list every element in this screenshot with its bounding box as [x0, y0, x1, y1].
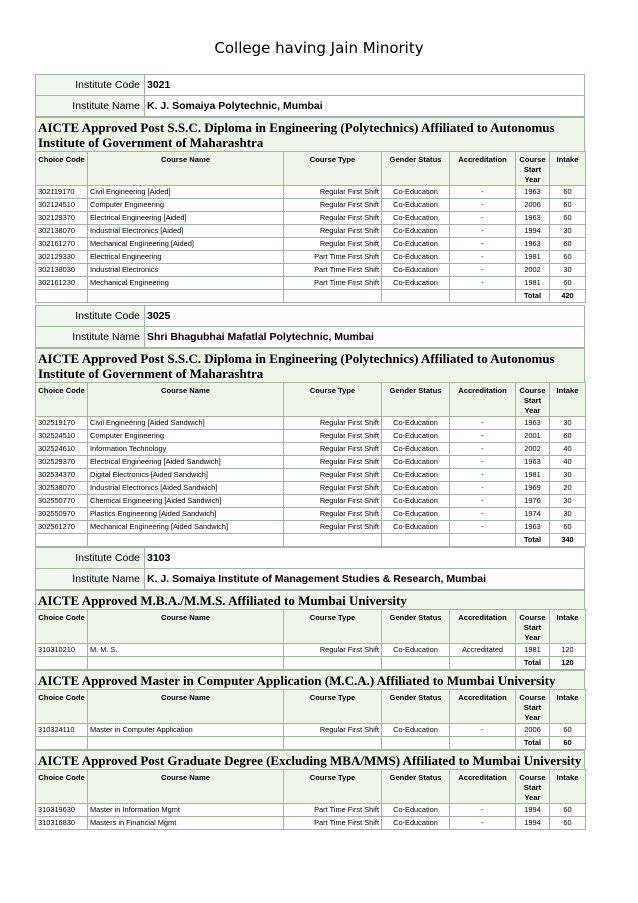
empty-cell: [36, 290, 88, 303]
accreditation-cell: -: [450, 817, 516, 830]
course-type-cell: Regular First Shift: [284, 186, 382, 199]
course-name-cell: Industrial Electronics [Aided]: [88, 225, 284, 238]
institute-name-row: [36, 569, 585, 590]
course-type-cell: Regular First Shift: [284, 212, 382, 225]
course-type-cell: Regular First Shift: [284, 238, 382, 251]
accreditation-cell: -: [450, 430, 516, 443]
gender-status-cell: Co-Education: [382, 469, 450, 482]
course-name-cell: Master in Computer Application: [88, 724, 284, 737]
table-row: [36, 199, 586, 212]
institute-code-value: 3025: [145, 306, 585, 327]
course-start-year-header: Course Start Year: [516, 610, 550, 644]
intake-header: Intake: [550, 152, 586, 186]
intake-cell: 60: [550, 186, 586, 199]
intake-cell: 40: [550, 443, 586, 456]
course-name-cell: Electrical Engineering [Aided Sandwich]: [88, 456, 284, 469]
program-heading: AICTE Approved Post S.S.C. Diploma in Engineering (Polytechnics) Affiliated to Autonomus Institute of Government of Maharashtra: [35, 348, 585, 382]
total-value: 420: [550, 290, 586, 303]
institute-code-row: [36, 548, 585, 569]
course-name-cell: Information Technology: [88, 443, 284, 456]
course-name-cell: M. M. S.: [88, 644, 284, 657]
course-type-header: Course Type: [284, 610, 382, 644]
course-name-cell: Plastics Engineering [Aided Sandwich]: [88, 508, 284, 521]
course-table: [35, 382, 586, 547]
course-table: [35, 769, 586, 830]
institute-info-table: [35, 547, 585, 590]
empty-cell: [284, 737, 382, 750]
gender-status-header: Gender Status: [382, 690, 450, 724]
choice-code-cell: 302550770: [36, 495, 88, 508]
intake-cell: 60: [550, 724, 586, 737]
total-row: [36, 290, 586, 303]
intake-cell: 60: [550, 430, 586, 443]
empty-cell: [88, 290, 284, 303]
course-start-year-header: Course Start Year: [516, 770, 550, 804]
total-value: 120: [550, 657, 586, 670]
accreditation-cell: -: [450, 186, 516, 199]
table-row: [36, 264, 586, 277]
start-year-cell: 1963: [516, 238, 550, 251]
empty-cell: [36, 657, 88, 670]
course-table-header: [36, 770, 586, 804]
start-year-cell: 2002: [516, 264, 550, 277]
choice-code-cell: 302161270: [36, 238, 88, 251]
accreditation-cell: -: [450, 724, 516, 737]
course-type-header: Course Type: [284, 690, 382, 724]
institute-name-label: Institute Name: [36, 327, 145, 348]
start-year-cell: 1994: [516, 225, 550, 238]
empty-cell: [284, 657, 382, 670]
choice-code-cell: 302138030: [36, 264, 88, 277]
start-year-cell: 1969: [516, 482, 550, 495]
table-row: [36, 238, 586, 251]
empty-cell: [382, 290, 450, 303]
choice-code-cell: 302529370: [36, 456, 88, 469]
gender-status-cell: Co-Education: [382, 456, 450, 469]
total-value: 340: [550, 534, 586, 547]
course-name-cell: Masters in Financial Mgmt: [88, 817, 284, 830]
course-name-cell: Computer Engineering: [88, 430, 284, 443]
gender-status-header: Gender Status: [382, 770, 450, 804]
course-table: [35, 689, 586, 750]
course-table: [35, 609, 586, 670]
gender-status-cell: Co-Education: [382, 199, 450, 212]
institute-code-row: [36, 75, 585, 96]
intake-header: Intake: [550, 610, 586, 644]
institute-name-row: [36, 96, 585, 117]
start-year-cell: 1994: [516, 804, 550, 817]
table-row: [36, 724, 586, 737]
gender-status-cell: Co-Education: [382, 817, 450, 830]
empty-cell: [88, 737, 284, 750]
accreditation-cell: -: [450, 495, 516, 508]
accreditation-cell: -: [450, 417, 516, 430]
course-name-cell: Mechanical Engineering: [88, 277, 284, 290]
table-row: [36, 251, 586, 264]
course-type-cell: Regular First Shift: [284, 456, 382, 469]
gender-status-cell: Co-Education: [382, 804, 450, 817]
start-year-cell: 1976: [516, 495, 550, 508]
course-type-cell: Regular First Shift: [284, 508, 382, 521]
gender-status-header: Gender Status: [382, 152, 450, 186]
accreditation-cell: -: [450, 443, 516, 456]
empty-cell: [450, 737, 516, 750]
course-type-header: Course Type: [284, 770, 382, 804]
choice-code-header: Choice Code: [36, 152, 88, 186]
start-year-cell: 2006: [516, 724, 550, 737]
start-year-cell: 2006: [516, 199, 550, 212]
course-type-cell: Regular First Shift: [284, 495, 382, 508]
intake-header: Intake: [550, 770, 586, 804]
table-row: [36, 212, 586, 225]
table-row: [36, 521, 586, 534]
accreditation-header: Accreditation: [450, 610, 516, 644]
choice-code-cell: 302119170: [36, 186, 88, 199]
intake-cell: 60: [550, 238, 586, 251]
choice-code-cell: 302538070: [36, 482, 88, 495]
accreditation-header: Accreditation: [450, 152, 516, 186]
choice-code-cell: 310324110: [36, 724, 88, 737]
table-row: [36, 456, 586, 469]
choice-code-cell: 310319630: [36, 804, 88, 817]
start-year-cell: 1963: [516, 186, 550, 199]
start-year-cell: 1981: [516, 251, 550, 264]
choice-code-cell: 302129370: [36, 212, 88, 225]
course-type-cell: Part Time First Shift: [284, 817, 382, 830]
table-row: [36, 644, 586, 657]
start-year-cell: 2002: [516, 443, 550, 456]
start-year-cell: 1974: [516, 508, 550, 521]
intake-cell: 30: [550, 495, 586, 508]
institute-block: [35, 547, 585, 830]
course-type-cell: Part Time First Shift: [284, 277, 382, 290]
course-name-header: Course Name: [88, 383, 284, 417]
start-year-cell: 1981: [516, 644, 550, 657]
course-type-cell: Regular First Shift: [284, 644, 382, 657]
choice-code-cell: 302138070: [36, 225, 88, 238]
course-name-cell: Mechanical Engineering [Aided Sandwich]: [88, 521, 284, 534]
intake-cell: 30: [550, 469, 586, 482]
course-name-cell: Master in Information Mgmt: [88, 804, 284, 817]
intake-cell: 60: [550, 277, 586, 290]
empty-cell: [36, 534, 88, 547]
institute-code-row: [36, 306, 585, 327]
choice-code-cell: 302519170: [36, 417, 88, 430]
table-row: [36, 417, 586, 430]
course-start-year-header: Course Start Year: [516, 383, 550, 417]
course-type-header: Course Type: [284, 383, 382, 417]
course-type-cell: Part Time First Shift: [284, 264, 382, 277]
gender-status-cell: Co-Education: [382, 443, 450, 456]
total-value: 60: [550, 737, 586, 750]
intake-cell: 60: [550, 817, 586, 830]
empty-cell: [450, 290, 516, 303]
accreditation-header: Accreditation: [450, 690, 516, 724]
empty-cell: [382, 657, 450, 670]
start-year-cell: 1981: [516, 469, 550, 482]
choice-code-header: Choice Code: [36, 610, 88, 644]
accreditation-cell: -: [450, 456, 516, 469]
choice-code-header: Choice Code: [36, 383, 88, 417]
gender-status-cell: Co-Education: [382, 417, 450, 430]
course-type-cell: Regular First Shift: [284, 482, 382, 495]
institute-name-value: K. J. Somaiya Polytechnic, Mumbai: [145, 96, 585, 117]
gender-status-cell: Co-Education: [382, 251, 450, 264]
gender-status-cell: Co-Education: [382, 508, 450, 521]
intake-cell: 60: [550, 521, 586, 534]
gender-status-cell: Co-Education: [382, 482, 450, 495]
course-type-cell: Part Time First Shift: [284, 251, 382, 264]
course-name-header: Course Name: [88, 610, 284, 644]
choice-code-cell: 302534370: [36, 469, 88, 482]
institute-info-table: [35, 305, 585, 348]
course-type-cell: Regular First Shift: [284, 199, 382, 212]
total-label: Total: [516, 534, 550, 547]
course-type-cell: Regular First Shift: [284, 724, 382, 737]
accreditation-cell: Accreditated: [450, 644, 516, 657]
course-name-cell: Industrial Electronics: [88, 264, 284, 277]
accreditation-cell: -: [450, 277, 516, 290]
program-heading: AICTE Approved M.B.A./M.M.S. Affiliated to Mumbai University: [35, 590, 585, 609]
intake-header: Intake: [550, 383, 586, 417]
institute-name-value: Shri Bhagubhai Mafatlal Polytechnic, Mumbai: [145, 327, 585, 348]
gender-status-cell: Co-Education: [382, 186, 450, 199]
accreditation-cell: -: [450, 212, 516, 225]
table-row: [36, 225, 586, 238]
total-row: [36, 737, 586, 750]
choice-code-cell: 310316830: [36, 817, 88, 830]
choice-code-cell: 310310210: [36, 644, 88, 657]
course-name-cell: Civil Engineering [Aided Sandwich]: [88, 417, 284, 430]
start-year-cell: 1963: [516, 417, 550, 430]
institute-info-table: [35, 74, 585, 117]
course-name-cell: Electrical Engineering [Aided]: [88, 212, 284, 225]
course-type-cell: Regular First Shift: [284, 430, 382, 443]
course-type-cell: Regular First Shift: [284, 417, 382, 430]
gender-status-cell: Co-Education: [382, 212, 450, 225]
choice-code-cell: 302124510: [36, 199, 88, 212]
accreditation-cell: -: [450, 804, 516, 817]
course-name-cell: Computer Engineering: [88, 199, 284, 212]
intake-cell: 60: [550, 199, 586, 212]
course-table-header: [36, 152, 586, 186]
course-table: [35, 151, 586, 303]
institute-code-label: Institute Code: [36, 306, 145, 327]
program-heading: AICTE Approved Master in Computer Application (M.C.A.) Affiliated to Mumbai University: [35, 670, 585, 689]
empty-cell: [88, 534, 284, 547]
accreditation-cell: -: [450, 251, 516, 264]
table-row: [36, 482, 586, 495]
course-type-cell: Regular First Shift: [284, 469, 382, 482]
institute-code-label: Institute Code: [36, 548, 145, 569]
empty-cell: [382, 737, 450, 750]
gender-status-cell: Co-Education: [382, 430, 450, 443]
accreditation-cell: -: [450, 521, 516, 534]
total-row: [36, 657, 586, 670]
intake-cell: 20: [550, 482, 586, 495]
start-year-cell: 1963: [516, 521, 550, 534]
intake-cell: 30: [550, 417, 586, 430]
table-row: [36, 430, 586, 443]
page-title: College having Jain Minority: [214, 39, 424, 57]
gender-status-cell: Co-Education: [382, 238, 450, 251]
course-type-cell: Regular First Shift: [284, 443, 382, 456]
gender-status-cell: Co-Education: [382, 277, 450, 290]
course-start-year-header: Course Start Year: [516, 690, 550, 724]
gender-status-cell: Co-Education: [382, 264, 450, 277]
choice-code-cell: 302161230: [36, 277, 88, 290]
choice-code-header: Choice Code: [36, 690, 88, 724]
table-row: [36, 186, 586, 199]
table-row: [36, 443, 586, 456]
total-row: [36, 534, 586, 547]
course-name-header: Course Name: [88, 690, 284, 724]
choice-code-cell: 302524510: [36, 430, 88, 443]
table-row: [36, 508, 586, 521]
start-year-cell: 1994: [516, 817, 550, 830]
accreditation-cell: -: [450, 225, 516, 238]
empty-cell: [284, 534, 382, 547]
course-name-cell: Mechanical Engineering [Aided]: [88, 238, 284, 251]
course-name-cell: Chemical Engineering [Aided Sandwich]: [88, 495, 284, 508]
intake-cell: 120: [550, 644, 586, 657]
start-year-cell: 1981: [516, 277, 550, 290]
program-heading: AICTE Approved Post Graduate Degree (Excluding MBA/MMS) Affiliated to Mumbai University: [35, 750, 585, 769]
start-year-cell: 1963: [516, 212, 550, 225]
intake-cell: 60: [550, 251, 586, 264]
choice-code-header: Choice Code: [36, 770, 88, 804]
table-row: [36, 469, 586, 482]
accreditation-cell: -: [450, 508, 516, 521]
course-type-cell: Regular First Shift: [284, 521, 382, 534]
institute-name-row: [36, 327, 585, 348]
start-year-cell: 2001: [516, 430, 550, 443]
institute-code-value: 3021: [145, 75, 585, 96]
gender-status-header: Gender Status: [382, 610, 450, 644]
course-name-header: Course Name: [88, 770, 284, 804]
course-type-cell: Regular First Shift: [284, 225, 382, 238]
choice-code-cell: 302550970: [36, 508, 88, 521]
institute-code-label: Institute Code: [36, 75, 145, 96]
empty-cell: [450, 657, 516, 670]
gender-status-cell: Co-Education: [382, 495, 450, 508]
accreditation-cell: -: [450, 482, 516, 495]
table-row: [36, 817, 586, 830]
accreditation-header: Accreditation: [450, 383, 516, 417]
accreditation-header: Accreditation: [450, 770, 516, 804]
intake-cell: 60: [550, 804, 586, 817]
accreditation-cell: -: [450, 238, 516, 251]
table-row: [36, 495, 586, 508]
gender-status-cell: Co-Education: [382, 521, 450, 534]
intake-header: Intake: [550, 690, 586, 724]
institute-block: [35, 305, 585, 547]
gender-status-cell: Co-Education: [382, 644, 450, 657]
accreditation-cell: -: [450, 469, 516, 482]
gender-status-cell: Co-Education: [382, 724, 450, 737]
start-year-cell: 1963: [516, 456, 550, 469]
course-name-cell: Digital Electronics [Aided Sandwich]: [88, 469, 284, 482]
course-name-header: Course Name: [88, 152, 284, 186]
course-name-cell: Electrical Engineering: [88, 251, 284, 264]
empty-cell: [36, 737, 88, 750]
course-table-header: [36, 610, 586, 644]
choice-code-cell: 302129330: [36, 251, 88, 264]
total-label: Total: [516, 657, 550, 670]
empty-cell: [284, 290, 382, 303]
table-row: [36, 804, 586, 817]
institute-name-value: K. J. Somaiya Institute of Management Studies & Research, Mumbai: [145, 569, 585, 590]
total-label: Total: [516, 290, 550, 303]
course-type-cell: Part Time First Shift: [284, 804, 382, 817]
course-start-year-header: Course Start Year: [516, 152, 550, 186]
empty-cell: [450, 534, 516, 547]
table-row: [36, 277, 586, 290]
intake-cell: 30: [550, 508, 586, 521]
choice-code-cell: 302561270: [36, 521, 88, 534]
institute-name-label: Institute Name: [36, 96, 145, 117]
intake-cell: 30: [550, 264, 586, 277]
intake-cell: 30: [550, 225, 586, 238]
course-table-header: [36, 383, 586, 417]
course-name-cell: Civil Engineering [Aided]: [88, 186, 284, 199]
accreditation-cell: -: [450, 264, 516, 277]
intake-cell: 60: [550, 212, 586, 225]
accreditation-cell: -: [450, 199, 516, 212]
intake-cell: 40: [550, 456, 586, 469]
course-table-header: [36, 690, 586, 724]
empty-cell: [382, 534, 450, 547]
institute-block: [35, 74, 585, 303]
institute-code-value: 3103: [145, 548, 585, 569]
course-type-header: Course Type: [284, 152, 382, 186]
choice-code-cell: 302524610: [36, 443, 88, 456]
course-name-cell: Industrial Electronics [Aided Sandwich]: [88, 482, 284, 495]
program-heading: AICTE Approved Post S.S.C. Diploma in Engineering (Polytechnics) Affiliated to Autonomus Institute of Government of Maharashtra: [35, 117, 585, 151]
gender-status-cell: Co-Education: [382, 225, 450, 238]
total-label: Total: [516, 737, 550, 750]
gender-status-header: Gender Status: [382, 383, 450, 417]
empty-cell: [88, 657, 284, 670]
institute-name-label: Institute Name: [36, 569, 145, 590]
